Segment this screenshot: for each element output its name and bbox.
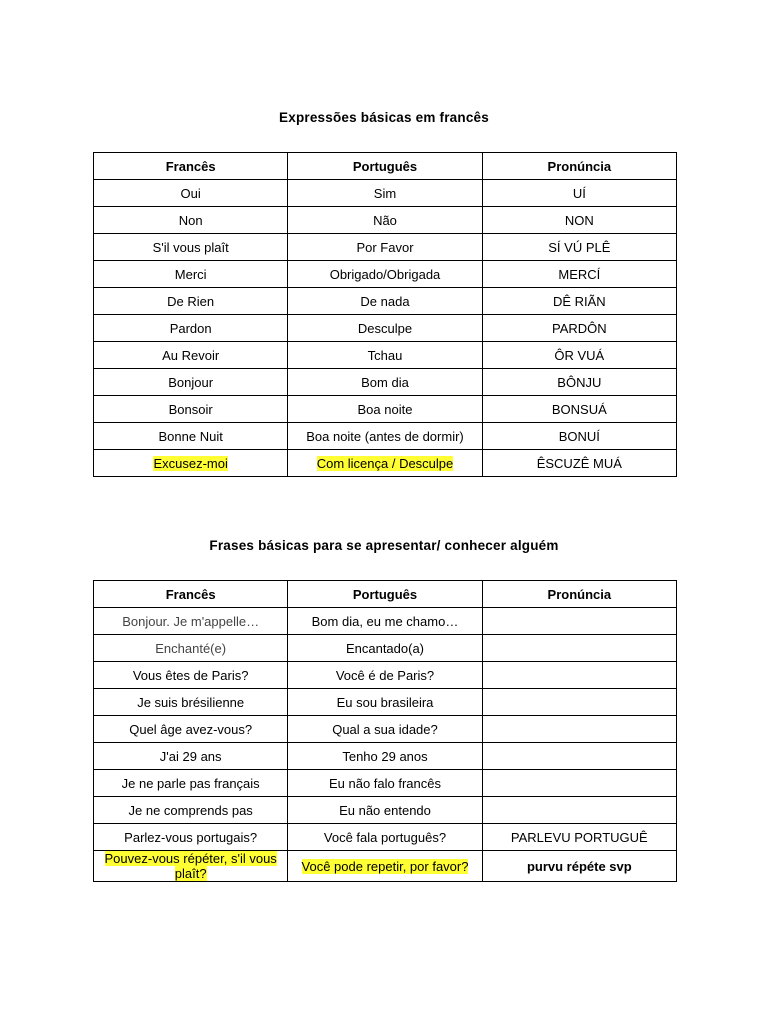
table-row: [94, 662, 677, 689]
header-pronuncia: Pronúncia: [482, 153, 676, 180]
table-header-row: [94, 581, 677, 608]
cell-pronuncia: DÊ RIÃN: [482, 288, 676, 315]
table-row: [94, 288, 677, 315]
table-row: [94, 797, 677, 824]
cell-frances: Pardon: [94, 315, 288, 342]
cell-portugues: Eu sou brasileira: [288, 689, 482, 716]
table-row: [94, 635, 677, 662]
table-row: [94, 261, 677, 288]
cell-pronuncia: BONUÍ: [482, 423, 676, 450]
cell-portugues: Qual a sua idade?: [288, 716, 482, 743]
cell-frances: [94, 851, 288, 882]
highlighted-text: Excusez-moi: [153, 455, 228, 471]
header-portugues: Português: [288, 581, 482, 608]
cell-pronuncia: UÍ: [482, 180, 676, 207]
table-row: [94, 180, 677, 207]
header-frances: Francês: [94, 581, 288, 608]
cell-frances: Enchanté(e): [94, 635, 288, 662]
header-pronuncia: Pronúncia: [482, 581, 676, 608]
table-header-row: [94, 153, 677, 180]
cell-pronuncia: BÔNJU: [482, 369, 676, 396]
table-row: [94, 608, 677, 635]
cell-frances: Je ne comprends pas: [94, 797, 288, 824]
table-row: [94, 234, 677, 261]
cell-pronuncia: MERCÍ: [482, 261, 676, 288]
cell-portugues: De nada: [288, 288, 482, 315]
cell-frances: Bonjour. Je m'appelle…: [94, 608, 288, 635]
table-row: [94, 770, 677, 797]
cell-frances: Non: [94, 207, 288, 234]
cell-pronuncia: PARLEVU PORTUGUÊ: [482, 824, 676, 851]
cell-portugues: Tenho 29 anos: [288, 743, 482, 770]
cell-frances: Vous êtes de Paris?: [94, 662, 288, 689]
cell-pronuncia: [482, 743, 676, 770]
cell-pronuncia: [482, 797, 676, 824]
cell-portugues: Eu não entendo: [288, 797, 482, 824]
cell-pronuncia: [482, 662, 676, 689]
section-title-introduction-phrases: Frases básicas para se apresentar/ conhecer alguém: [209, 538, 559, 553]
cell-pronuncia: [482, 716, 676, 743]
cell-portugues: [288, 450, 482, 477]
cell-portugues: Você fala português?: [288, 824, 482, 851]
header-portugues: Português: [288, 153, 482, 180]
cell-pronuncia: NON: [482, 207, 676, 234]
cell-portugues: Você é de Paris?: [288, 662, 482, 689]
cell-pronuncia: [482, 770, 676, 797]
table-row: [94, 743, 677, 770]
cell-pronuncia: BONSUÁ: [482, 396, 676, 423]
cell-portugues: Não: [288, 207, 482, 234]
cell-pronuncia: [482, 635, 676, 662]
cell-frances: Oui: [94, 180, 288, 207]
cell-frances: [94, 450, 288, 477]
highlighted-text: Com licença / Desculpe: [316, 455, 454, 471]
cell-pronuncia: purvu répéte svp: [482, 851, 676, 882]
introduction-phrases-table: [93, 580, 677, 882]
cell-frances: De Rien: [94, 288, 288, 315]
cell-frances: Parlez-vous portugais?: [94, 824, 288, 851]
cell-frances: Au Revoir: [94, 342, 288, 369]
table-row: [94, 396, 677, 423]
cell-portugues: Sim: [288, 180, 482, 207]
cell-frances: Je suis brésilienne: [94, 689, 288, 716]
cell-pronuncia: PARDÔN: [482, 315, 676, 342]
cell-portugues: Obrigado/Obrigada: [288, 261, 482, 288]
cell-portugues: Bom dia: [288, 369, 482, 396]
cell-portugues: Tchau: [288, 342, 482, 369]
cell-portugues: Boa noite (antes de dormir): [288, 423, 482, 450]
cell-portugues: Eu não falo francês: [288, 770, 482, 797]
cell-pronuncia: SÍ VÚ PLÊ: [482, 234, 676, 261]
cell-frances: Merci: [94, 261, 288, 288]
cell-frances: Je ne parle pas français: [94, 770, 288, 797]
table-row: [94, 851, 677, 882]
cell-frances: J'ai 29 ans: [94, 743, 288, 770]
section-title-basic-expressions: Expressões básicas em francês: [279, 110, 489, 125]
header-frances: Francês: [94, 153, 288, 180]
cell-portugues: Por Favor: [288, 234, 482, 261]
basic-expressions-table: [93, 152, 677, 477]
table-row: [94, 689, 677, 716]
cell-pronuncia: ÊSCUZÊ MUÁ: [482, 450, 676, 477]
cell-portugues: Bom dia, eu me chamo…: [288, 608, 482, 635]
cell-pronuncia: [482, 689, 676, 716]
cell-portugues: Encantado(a): [288, 635, 482, 662]
cell-frances: Bonjour: [94, 369, 288, 396]
table-row: [94, 207, 677, 234]
cell-pronuncia: ÔR VUÁ: [482, 342, 676, 369]
cell-pronuncia: [482, 608, 676, 635]
highlighted-text: Você pode repetir, por favor?: [301, 858, 469, 874]
table-row: [94, 369, 677, 396]
table-row: [94, 716, 677, 743]
cell-frances: Quel âge avez-vous?: [94, 716, 288, 743]
cell-portugues: Desculpe: [288, 315, 482, 342]
cell-portugues: [288, 851, 482, 882]
table-row: [94, 342, 677, 369]
cell-portugues: Boa noite: [288, 396, 482, 423]
table-row: [94, 450, 677, 477]
table-row: [94, 315, 677, 342]
table-row: [94, 423, 677, 450]
table-row: [94, 824, 677, 851]
highlighted-text: Pouvez-vous répéter, s'il vous plaît?: [104, 851, 277, 881]
cell-frances: Bonsoir: [94, 396, 288, 423]
cell-frances: S'il vous plaît: [94, 234, 288, 261]
cell-frances: Bonne Nuit: [94, 423, 288, 450]
